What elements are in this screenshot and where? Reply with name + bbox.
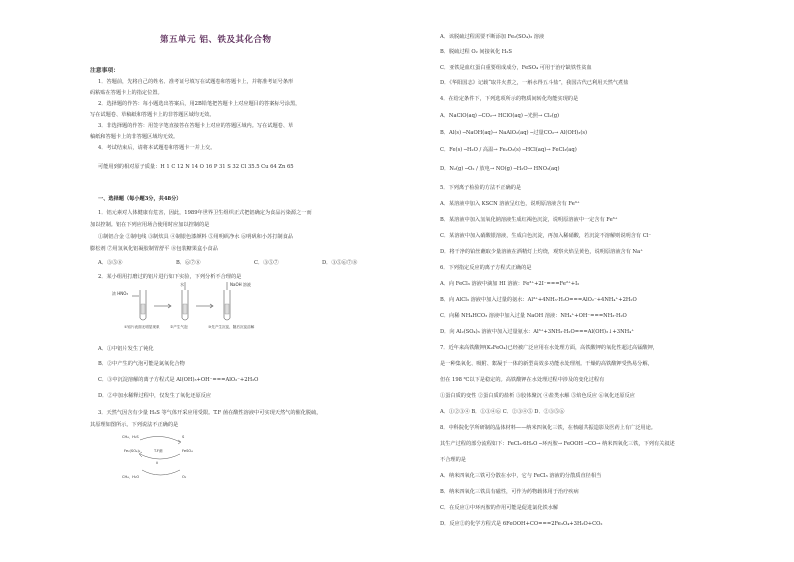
diagram-label: FeSO₄ <box>182 449 193 453</box>
q5-stem: 5．下列离子检验的方法不正确的是 <box>440 185 522 191</box>
q3-option-c[interactable]: C．亚铁是血红蛋白重要组成成分，FeSO₄ 可用于治疗缺铁性贫血 <box>440 65 592 71</box>
q8-stem: 其生产过程的部分流程如下：FeCl₃·6H₂O ─环丙胺→ FeOOH ─CO→ 纳米四氧化三铁，下列有关叙述 <box>440 441 675 447</box>
q2-stem: 2．某小组用打磨过的铝片进行如下实验，下列分析不合理的是 <box>98 274 242 280</box>
q5-option-c[interactable]: C．某溶液中加入硝酸银溶液，生成白色沉淀，再加入稀硝酸，若沉淀不溶解则说明含有 Cl⁻ <box>440 233 652 239</box>
diagram-label: CH₄、H₂O <box>122 475 140 479</box>
q5-option-d[interactable]: D．将干净的铂丝蘸取少量溶液在酒精灯上灼烧，观察火焰呈黄色，说明原溶液含有 Na⁺ <box>440 249 643 255</box>
q3-cycle-diagram <box>120 430 210 485</box>
diagram-label: CH₄、H₂S <box>122 435 139 439</box>
q2-option-b[interactable]: B．②中产生的气泡可能是氮氧化合物 <box>98 361 185 367</box>
q1-stem: 膨松剂 ⑦用氢氧化铝凝胶制胃舒平 ⑧包装糖果盒小食品 <box>90 246 218 252</box>
q6-option-d[interactable]: D．向 Al₂(SO₄)₃ 溶液中加入过量氨水：Al³⁺+3NH₃·H₂O===Al(OH)₃↓+3NH₄⁺ <box>440 329 634 335</box>
note-line: 稿纸和答题卡上的非答题区域均无效。 <box>90 134 179 140</box>
q1-option-c[interactable]: C．③⑤⑦ <box>254 260 279 266</box>
q3-option-b[interactable]: B．脱硫过程 O₂ 间接氧化 H₂S <box>440 49 512 55</box>
diagram-label: Fe₂(SO₄)₃ <box>124 449 141 453</box>
q1-stem: 1．铝元素对人体健康有危害，因此，1989年世界卫生组织正式把铝确定为食品污染源之一而 <box>98 210 312 216</box>
q8-option-d[interactable]: D．反应②的化学方程式是 6FeOOH+CO===2Fe₃O₄+3H₂O+CO₂ <box>440 521 603 527</box>
q1-option-b[interactable]: B．⑥⑦⑧ <box>176 260 201 266</box>
diagram-label: ii <box>156 461 158 465</box>
q1-option-d[interactable]: D．③⑤⑥⑦⑧ <box>322 260 358 266</box>
q6-option-a[interactable]: A．向 FeCl₃ 溶液中滴加 HI 溶液：Fe³⁺+2I⁻===Fe²⁺+I₂ <box>440 281 580 287</box>
reagent-left-label: 浓 HNO₃ <box>112 291 129 296</box>
q8-option-c[interactable]: C．在反应①中环丙胺的作用可能是促进氯化铁水解 <box>440 505 559 511</box>
note-line: 写在试题卷、草稿纸和答题卡上的非答题区域均无效。 <box>90 112 215 118</box>
q1-option-a[interactable]: A．③⑤⑧ <box>98 260 123 266</box>
q7-choices: ①蛋白质的变性 ②蛋白质的盐析 ③胶体聚沉 ④盐类水解 ⑤焰色反应 ⑥氧化还原反应 <box>440 393 635 399</box>
section-heading: 一、选择题（每小题3分，共48分） <box>98 196 182 202</box>
q8-stem: 不合理的是 <box>440 457 466 463</box>
page-title: 第五单元 铝、铁及其化合物 <box>160 35 272 45</box>
q4-option-a[interactable]: A．NaClO(aq) ─CO₂→ HClO(aq) ─光照→ Cl₂(g) <box>440 113 560 119</box>
q8-option-a[interactable]: A．纳米四氧化三铁可分散在水中，它与 FeCl₃ 溶液的分散质直径相当 <box>440 473 602 479</box>
q1-stem: ①制铝合金 ②制电线 ③制炊具 ④制银色漆颜料 ⑤用明矾净水 ⑥明矾和小苏打制食品 <box>98 234 293 240</box>
note-line: 4．考试结束后，请将本试题卷和答题卡一并上交。 <box>98 145 216 151</box>
q2-option-a[interactable]: A．①中铝片发生了钝化 <box>98 346 154 352</box>
q5-option-b[interactable]: B．某溶液中加入氢氧化钠溶液生成红褐色沉淀，说明原溶液中一定含有 Fe³⁺ <box>440 217 618 223</box>
q4-stem: 4．在给定条件下，下列选项所示的物质间转化均能实现的是 <box>440 96 579 102</box>
q7-stem: 7．近年来高铁酸钾(K₂FeO₄)已经被广泛应用在水处理方面，高铁酸钾的氧化性超过高锰酸钾， <box>440 345 658 351</box>
q6-option-c[interactable]: C．向稀 NH₄HCO₃ 溶液中加入过量 NaOH 溶液：NH₄⁺+OH⁻===NH₃·H₂O <box>440 313 627 319</box>
q3-option-d[interactable]: D．《华阳国志》记载“取井火煮之，一斛水得五斗盐”，我国古代已利用天然气煮盐 <box>440 80 629 86</box>
q8-stem: 8．中科院化学所研制的晶体材料——纳米四氧化三铁，在核磁共振造影及医药上有广泛用途。 <box>440 425 656 431</box>
note-line: 3．非选择题的作答：用签字笔直接答在答题卡上对应的答题区域内。写在试题卷、草 <box>98 123 294 129</box>
q6-option-b[interactable]: B．向 AlCl₃ 溶液中加入过量的氨水：Al³⁺+4NH₃·H₂O===AlO₂⁻+4NH₄⁺+2H₂O <box>440 297 637 303</box>
q3-stem: 3．天然气因含有少量 H₂S 等气体开采应用受限。T.F 菌在酸性溶液中可实现天然气的催化脱硫， <box>98 410 322 416</box>
q7-stem: 但在 198 ℃以下是稳定的。高铁酸钾在水处理过程中涉及的变化过程有 <box>440 377 605 383</box>
q2-option-c[interactable]: C．③中沉淀溶解的离子方程式是 Al(OH)₃+OH⁻===AlO₂⁻+2H₂O <box>98 377 259 383</box>
q4-option-c[interactable]: C．Fe(s) ─H₂O / 高温→ Fe₂O₃(s) ─HCl(aq)→ FeCl₃(aq) <box>440 147 577 153</box>
q4-option-b[interactable]: B．Al(s) ─NaOH(aq)→ NaAlO₂(aq) ─过量CO₂→ Al(OH)₃(s) <box>440 130 588 136</box>
note-line: 2．选择题的作答：每小题选出答案后，用2B铅笔把答题卡上对应题目的答案标号涂黑， <box>98 101 301 107</box>
diagram-label: O₂ <box>182 475 187 479</box>
figure-caption-2: ②产生气泡 <box>170 325 188 329</box>
reagent-right-label: NaOH 溶液 <box>230 282 251 287</box>
q3-stem: 其原理如图所示。下列说法不正确的是 <box>90 422 179 428</box>
notes-heading: 注意事项： <box>90 68 119 74</box>
q7-stem: 是一种集氧化、吸附、絮凝于一体的新型高效多功能水处理剂。干燥的高铁酸钾受热易分解， <box>440 361 653 367</box>
atomic-masses: 可能用到的相对原子质量：H 1 C 12 N 14 O 16 P 31 S 32 Cl 35.5 Cu 64 Zn 65 <box>98 164 294 170</box>
q1-stem: 加以控制。铝在下列应用场合使用时应加以控制的是 <box>90 222 210 228</box>
q2-apparatus-figure <box>110 282 270 332</box>
q4-option-d[interactable]: D．N₂(g) ─O₂ / 放电→ NO(g) ─H₂O→ HNO₃(aq) <box>440 166 560 172</box>
q3-option-a[interactable]: A．该脱硫过程需要不断添加 Fe₂(SO₄)₃ 溶液 <box>440 34 545 40</box>
figure-caption-3: ③先产生沉淀，随后沉淀溶解 <box>208 325 255 329</box>
diagram-label: S <box>182 435 185 439</box>
q8-option-b[interactable]: B．纳米四氧化三铁具有磁性，可作为药物载体用于治疗疾病 <box>440 489 579 495</box>
q6-stem: 6．下列指定反应的离子方程式正确的是 <box>440 265 532 271</box>
note-line: 码粘贴在答题卡上的指定位置。 <box>90 90 163 96</box>
reagent-mid-label: 水 <box>180 282 184 287</box>
q7-options[interactable]: A．①②③④ B．①③④⑥ C．②③④⑤ D．②③⑤⑥ <box>440 409 565 415</box>
figure-caption-1: ①铝片表面无明显现象 <box>124 325 160 329</box>
note-line: 1．答题前，先将自己的姓名、准考证号填写在试题卷和答题卡上，并将准考证号条形 <box>98 79 294 85</box>
q2-option-d[interactable]: D．②中加水稀释过程中，仅发生了氧化还原反应 <box>98 393 212 399</box>
diagram-label: T.F菌 <box>154 449 163 453</box>
q5-option-a[interactable]: A．某溶液中加入 KSCN 溶液呈红色，说明原溶液含有 Fe³⁺ <box>440 201 580 207</box>
